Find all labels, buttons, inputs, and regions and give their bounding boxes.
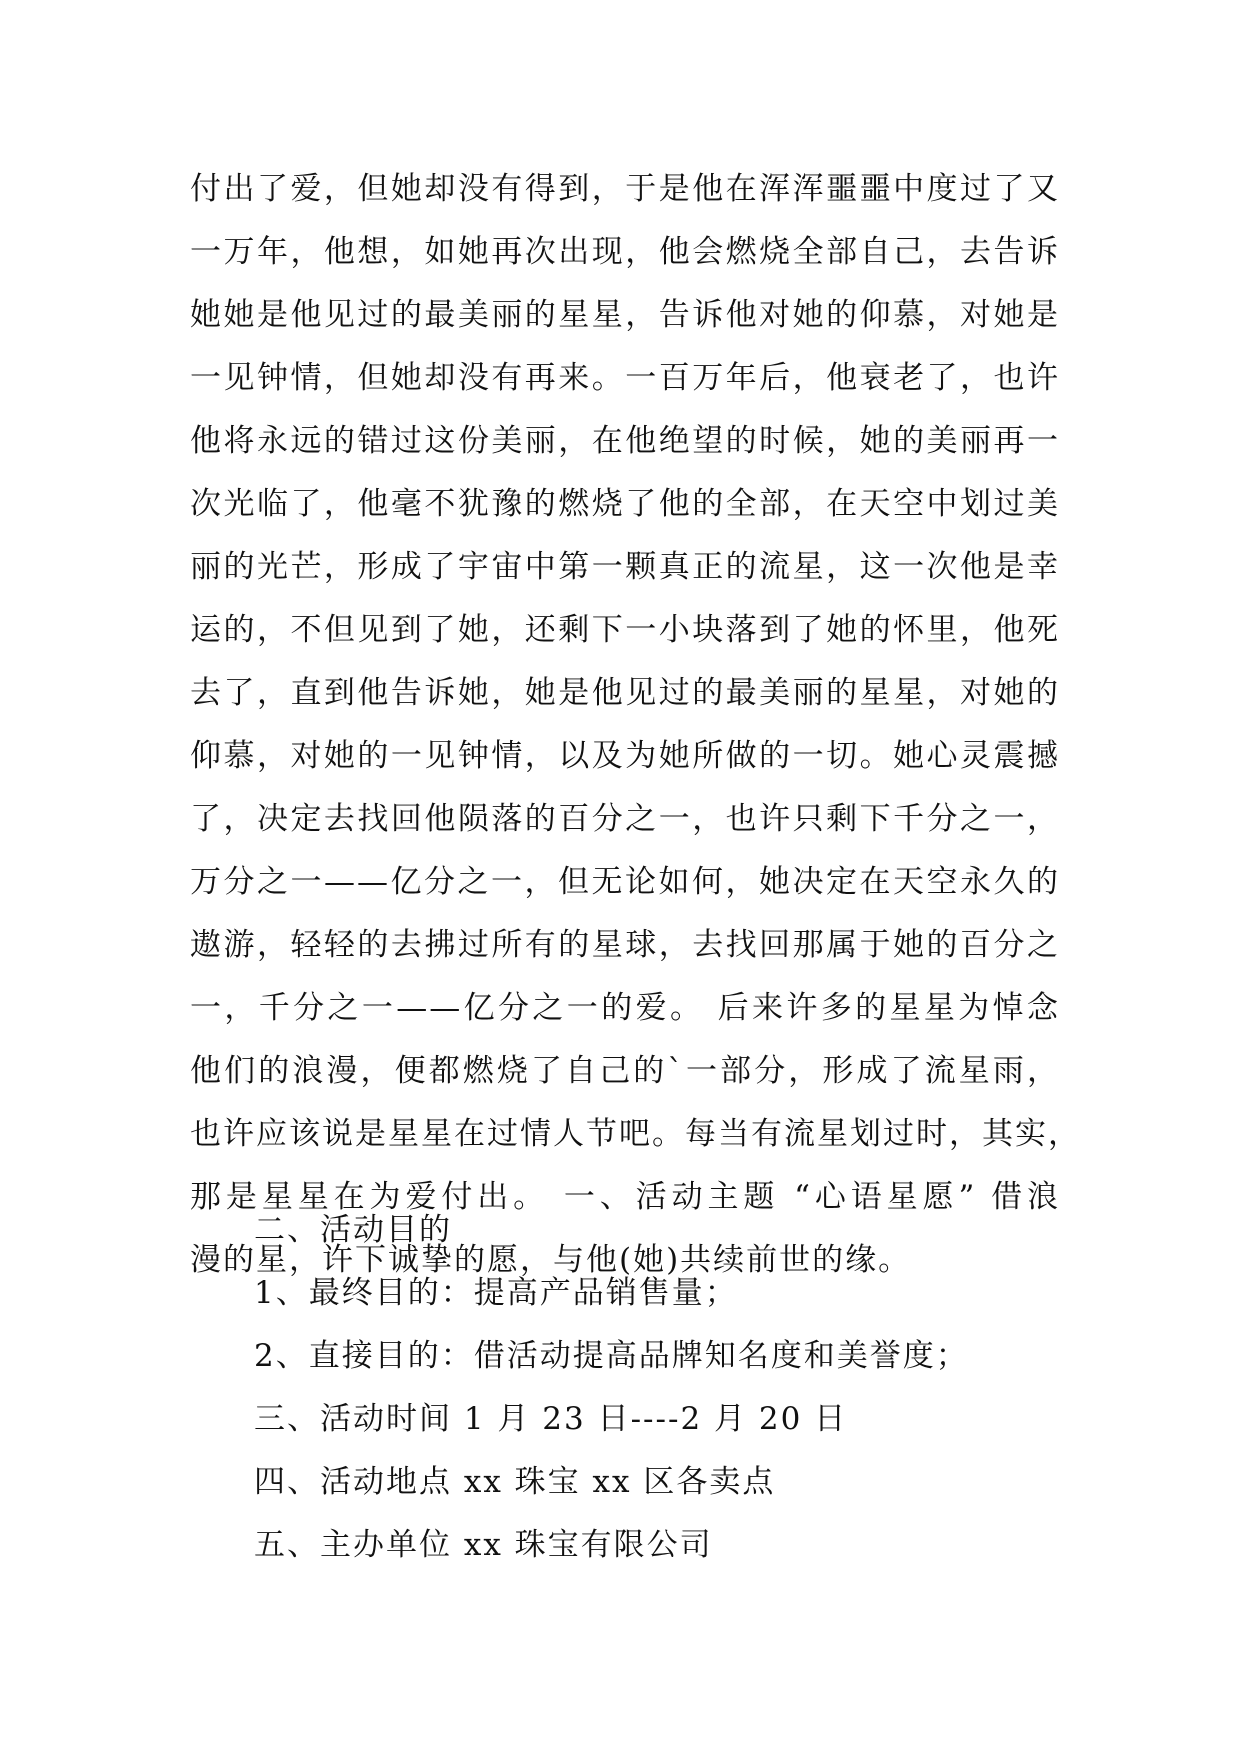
activity-plan-list <box>190 1199 1060 1577</box>
paragraph-line: 漫的星，许下诚挚的愿，与他(她)共续前世的缘。 <box>190 1242 912 1278</box>
purpose-item-final: 1、最终目的：提高产品销售量； <box>254 1275 738 1311</box>
activity-organizer: 五、主办单位 xx 珠宝有限公司 <box>254 1527 713 1563</box>
paragraph-line: 一，千分之一——亿分之一的爱。 后来许多的星星为悼念 <box>190 990 1060 1026</box>
paragraph-line: 一见钟情，但她却没有再来。一百万年后，他衰老了，也许 <box>190 360 1060 396</box>
paragraph-line: 遨游，轻轻的去拂过所有的星球，去找回那属于她的百分之 <box>190 927 1060 963</box>
paragraph-line: 那是星星在为爱付出。 一、活动主题 “心语星愿” 借浪 <box>190 1179 1060 1215</box>
purpose-item-direct: 2、直接目的：借活动提高品牌知名度和美誉度； <box>254 1338 969 1374</box>
paragraph-line: 万分之一——亿分之一，但无论如何，她决定在天空永久的 <box>190 864 1060 900</box>
paragraph-line: 运的，不但见到了她，还剩下一小块落到了她的怀里，他死 <box>190 612 1060 648</box>
activity-location: 四、活动地点 xx 珠宝 xx 区各卖点 <box>254 1464 776 1500</box>
paragraph-line: 他们的浪漫，便都燃烧了自己的`一部分，形成了流星雨， <box>190 1053 1060 1089</box>
paragraph-line: 了，决定去找回他陨落的百分之一，也许只剩下千分之一， <box>190 801 1060 837</box>
paragraph-line: 一万年，他想，如她再次出现，他会燃烧全部自己，去告诉 <box>190 234 1060 270</box>
purpose-heading: 二、活动目的 <box>254 1212 452 1248</box>
paragraph-line: 他将永远的错过这份美丽，在他绝望的时候，她的美丽再一 <box>190 423 1060 459</box>
paragraph-line: 仰慕，对她的一见钟情，以及为她所做的一切。她心灵震撼 <box>190 738 1060 774</box>
activity-time: 三、活动时间 1 月 23 日----2 月 20 日 <box>254 1401 848 1437</box>
paragraph-line: 她她是他见过的最美丽的星星，告诉他对她的仰慕，对她是 <box>190 297 1060 333</box>
paragraph-line: 也许应该说是星星在过情人节吧。每当有流星划过时，其实， <box>190 1116 1081 1152</box>
paragraph-line: 付出了爱，但她却没有得到，于是他在浑浑噩噩中度过了又 <box>190 171 1060 207</box>
paragraph-line: 丽的光芒，形成了宇宙中第一颗真正的流星，这一次他是幸 <box>190 549 1060 585</box>
paragraph-line: 次光临了，他毫不犹豫的燃烧了他的全部，在天空中划过美 <box>190 486 1060 522</box>
paragraph-line: 去了，直到他告诉她，她是他见过的最美丽的星星，对她的 <box>190 675 1060 711</box>
story-paragraph <box>190 158 1081 1292</box>
